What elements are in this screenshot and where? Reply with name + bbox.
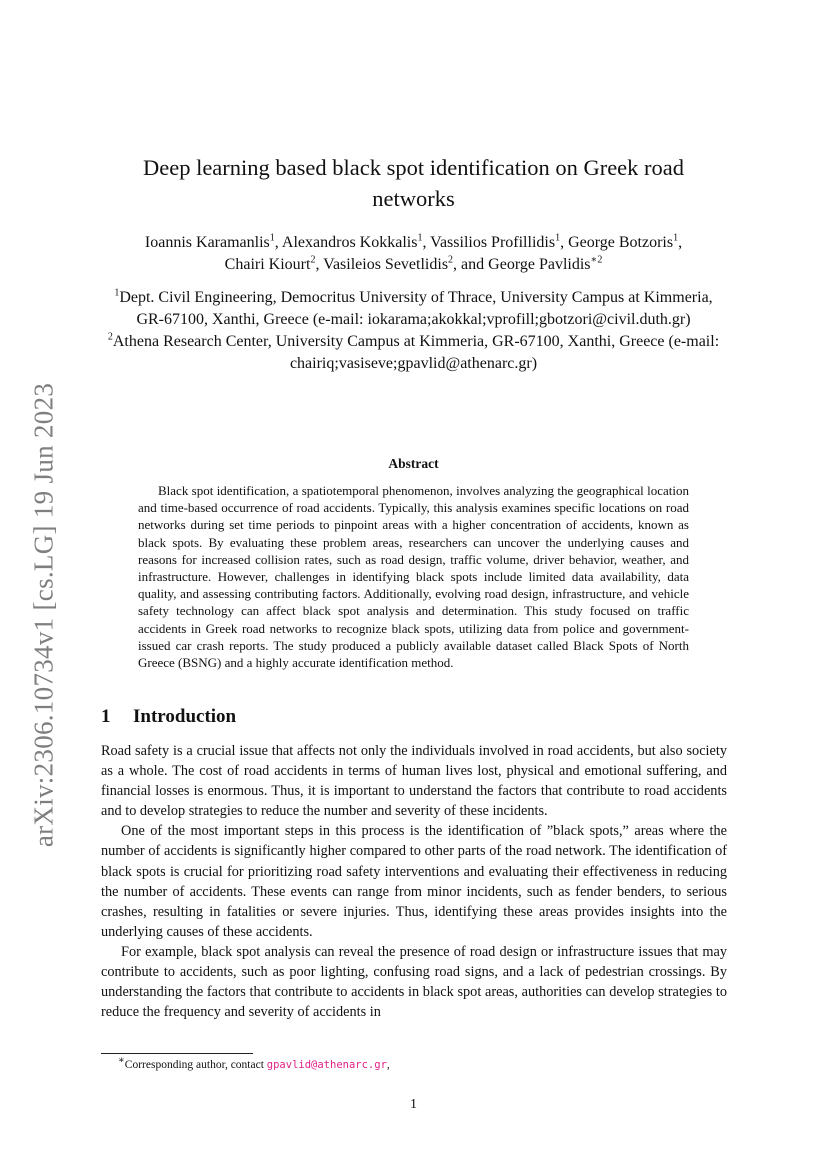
affiliation-mark: 1 xyxy=(269,232,275,244)
author-name: Chairi Kiourt xyxy=(224,256,311,273)
author-name: Alexandros Kokkalis xyxy=(281,234,418,251)
footnote-divider xyxy=(101,1053,253,1054)
paragraph: One of the most important steps in this process is the identification of ”black spots,” areas where the number of accidents is significantly higher compared to other parts of the road network. The identification of black spots is crucial for prioritizing road safety interventions and evaluating their effectiveness in reducing the number of accidents. These events can range from minor incidents, such as fender benders, to serious crashes, resulting in fatalities or severe injuries. Thus, identifying these areas provides insights into the underlying causes of these accidents. xyxy=(101,823,727,940)
paper-title: Deep learning based black spot identification on Greek road networks xyxy=(142,155,685,211)
author-name: George Pavlidis xyxy=(488,256,591,273)
footnote-text: Corresponding author, contact xyxy=(124,1059,264,1071)
section-title: Introduction xyxy=(133,706,237,727)
corresponding-mark: ∗2 xyxy=(590,254,603,266)
author-conjunction: and xyxy=(461,256,485,273)
footnote xyxy=(101,1055,727,1073)
page-number: 1 xyxy=(410,1097,417,1112)
affiliation-mark: 2 xyxy=(310,254,316,266)
affiliation-mark: 1 xyxy=(673,232,679,244)
footnote-mark: ∗ xyxy=(118,1055,125,1067)
author-name: Ioannis Karamanlis xyxy=(144,234,270,251)
paragraph: For example, black spot analysis can reveal the presence of road design or infrastructure issues that may contribute to accidents, such as poor lighting, confusing road signs, and a lack of pedestrian crossings. By understanding the factors that contribute to accidents in black spot areas, authorities can develop strategies to reduce the frequency and severity of accidents in xyxy=(101,943,727,1021)
arxiv-identifier: arXiv:2306.10734v1 [cs.LG] 19 Jun 2023 xyxy=(28,382,59,848)
affiliation-mark: 1 xyxy=(114,287,120,299)
corresponding-email-link[interactable]: gpavlid@athenarc.gr xyxy=(266,1059,387,1071)
author-name: George Botzoris xyxy=(568,234,674,251)
abstract-heading: Abstract xyxy=(388,456,439,471)
arxiv-side-stamp xyxy=(24,370,64,860)
paragraph: Road safety is a crucial issue that affects not only the individuals involved in road accidents, but also society as a whole. The cost of road accidents in terms of human lives lost, physical and emotional suffering, and financial losses is enormous. Thus, it is important to understand the factors that contribute to road accidents and to develop strategies to reduce the number and severity of these incidents. xyxy=(101,743,727,820)
footnote-trailing: , xyxy=(386,1059,390,1071)
section-number: 1 xyxy=(101,706,111,727)
section-heading xyxy=(101,706,236,728)
affiliation-mark: 2 xyxy=(448,254,454,266)
affiliation xyxy=(100,287,727,331)
affiliation-text: Athena Research Center, University Campus at Kimmeria, GR-67100, Xanthi, Greece (e-mail: chairiq;vasiseve;gpavlid@athenarc.gr) xyxy=(112,333,720,372)
affiliation xyxy=(100,331,727,375)
affiliations xyxy=(100,287,727,375)
body-text xyxy=(101,741,727,1022)
affiliation-mark: 2 xyxy=(107,331,113,343)
author-name: Vasileios Sevetlidis xyxy=(323,256,449,273)
author-name: Vassilios Profillidis xyxy=(430,234,556,251)
affiliation-text: Dept. Civil Engineering, Democritus University of Thrace, University Campus at Kimmeria, GR-67100, Xanthi, Greece (e-mail: iokarama;akokkal;vprofill;gbotzori@civil.duth.gr) xyxy=(119,289,713,328)
author-list: Ioannis Karamanlis$^1$, Alexandros Kokkalis$^1$, Vassilios Profillidis$^1$, George Botzoris$^1$, Chairi Kiourt$^2$, Vasileios Sevetlidis$^2$, and George Pavlidis$^{∗2}$ xyxy=(144,232,683,273)
abstract-text: Black spot identification, a spatiotemporal phenomenon, involves analyzing the geographical location and time-based occurrence of road accidents. Typically, this analysis examines specific locations on road networks during set time periods to pinpoint areas with a higher concentration of accidents, known as black spots. By evaluating these problem areas, researchers can uncover the underlying causes and reasons for increased collision rates, such as road design, traffic volume, driver behavior, weather, and infrastructure. However, challenges in identifying black spots include limited data availability, data quality, and assessing contributing factors. Additionally, evolving road design, infrastructure, and vehicle safety technology can affect black spot analysis and determination. This study focused on traffic accidents in Greek road networks to recognize black spots, utilizing data from police and government-issued car crash reports. The study produced a publicly available dataset called Black Spots of North Greece (BSNG) and a highly accurate identification method. xyxy=(138,483,689,671)
affiliation-mark: 1 xyxy=(417,232,423,244)
affiliation-mark: 1 xyxy=(555,232,561,244)
